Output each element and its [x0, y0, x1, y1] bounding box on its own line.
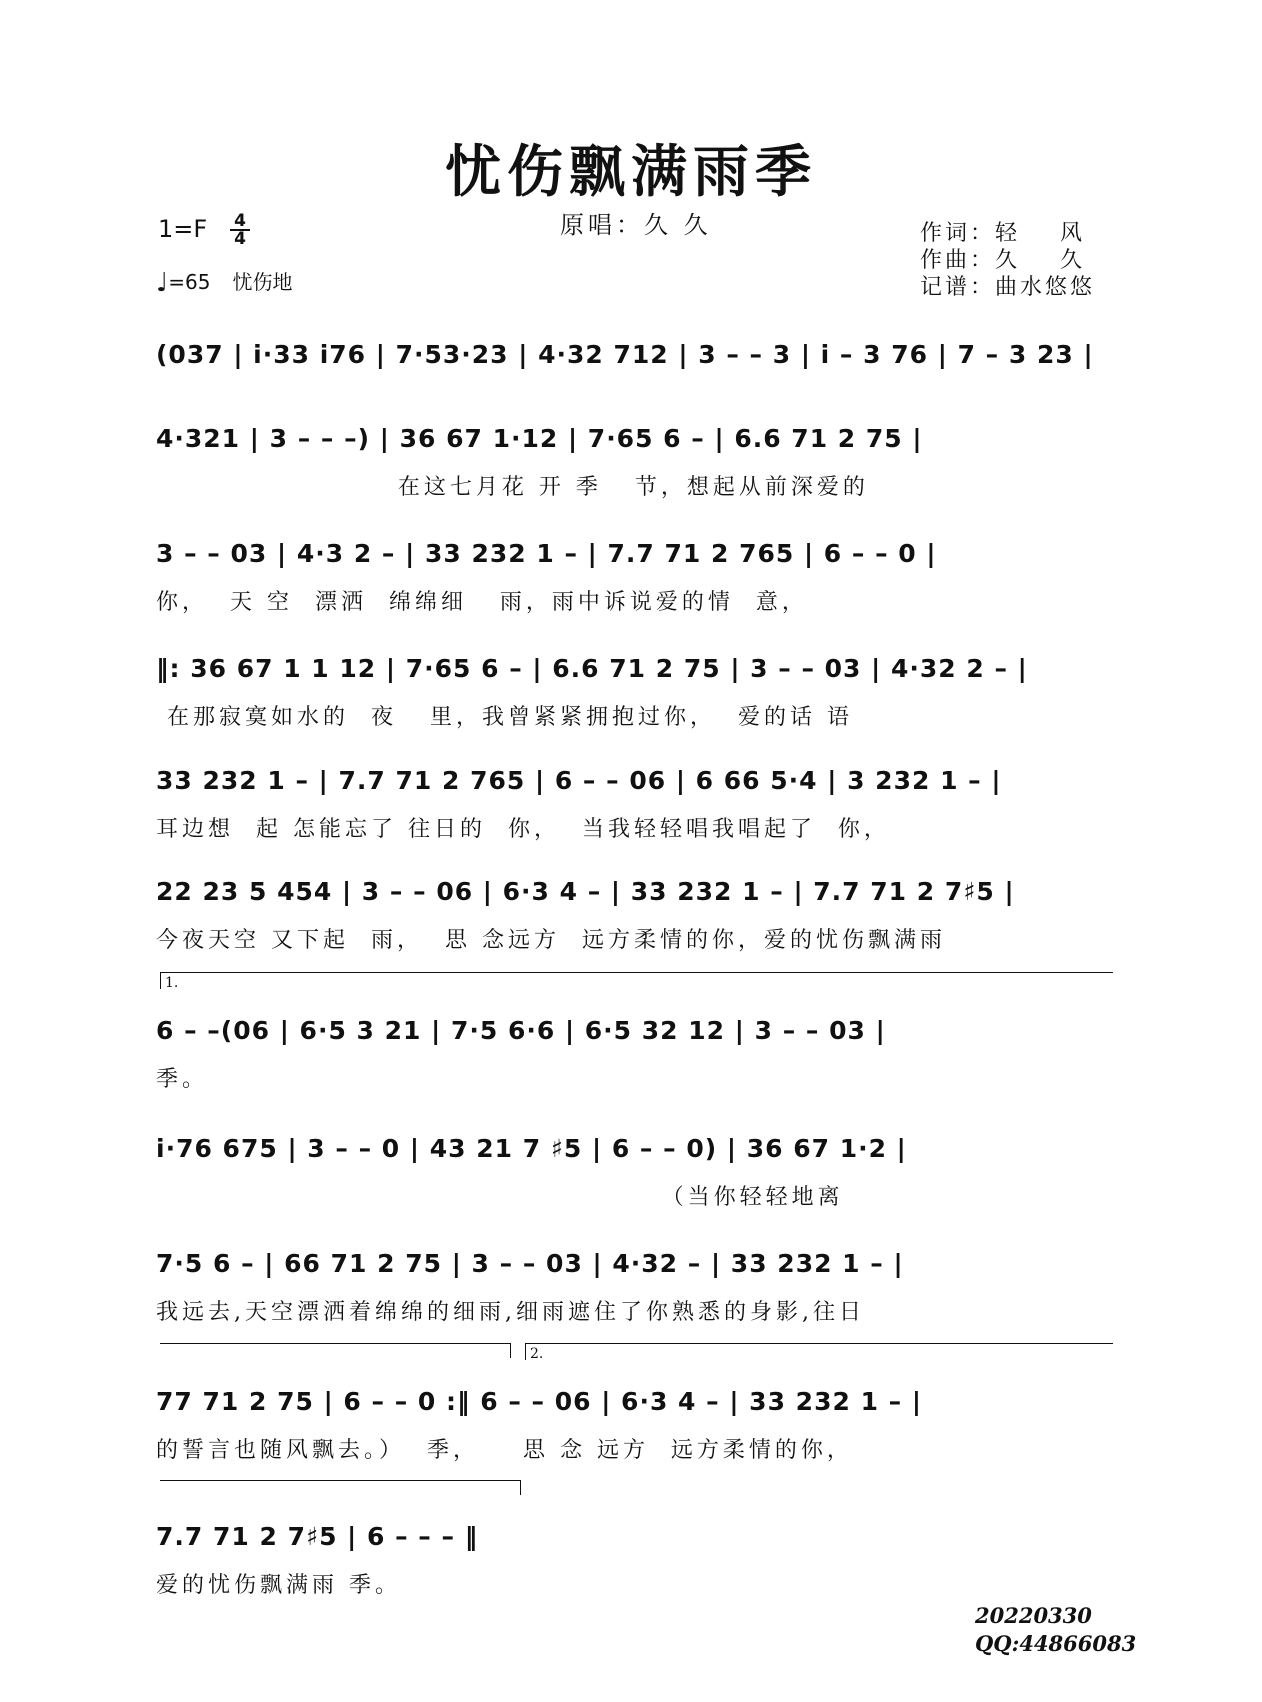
notation: (037 | i·33 i76 | 7·53·23 | 4·32 712 | 3 – – 3 | i – 3 76 | 7 – 3 23 | — [156, 340, 1094, 369]
quarter-note-icon: ♩ — [156, 268, 169, 298]
volta-1-end-bracket — [160, 1343, 511, 1358]
notation: ‖: 36 67 1 1 12 | 7·65 6 – | 6.6 71 2 75 | 3 – – 03 | 4·32 2 – | — [156, 654, 1028, 683]
lyric-line-7: 季。 — [156, 1067, 209, 1092]
music-line-3 — [156, 535, 1111, 575]
music-line-4 — [156, 650, 1111, 690]
time-signature-bottom: 4 — [234, 229, 246, 249]
key-signature: 1=F — [158, 215, 208, 243]
lyric-line-3: 你， 天 空 漂洒 绵绵细 雨，雨中诉说爱的情 意， — [156, 590, 808, 615]
notation: 33 232 1 – | 7.7 71 2 765 | 6 – – 06 | 6 66 5·4 | 3 232 1 – | — [156, 766, 1002, 795]
expression-marking: 忧伤地 — [232, 270, 293, 294]
credits — [920, 220, 1095, 301]
notation: i·76 675 | 3 – – 0 | 43 21 7 ♯5 | 6 – – 0) | 36 67 1·2 | — [156, 1134, 907, 1163]
lyricist: 作词：轻 风 — [920, 221, 1085, 246]
lyric-line-6: 今夜天空 又下起 雨， 思 念远方 远方柔情的你，爱的忧伤飘满雨 — [156, 928, 946, 953]
volta-2-label: 2. — [530, 1346, 544, 1362]
notation: 22 23 5 454 | 3 – – 06 | 6·3 4 – | 33 232 1 – | 7.7 71 2 7♯5 | — [156, 877, 1015, 906]
lyric-line-2: 在这七月花 开 季 节，想起从前深爱的 — [156, 475, 869, 500]
time-signature-top: 4 — [230, 213, 250, 231]
music-line-10 — [156, 1383, 1111, 1423]
music-line-5 — [156, 762, 1111, 802]
music-line-7 — [156, 1012, 1111, 1052]
lyric-line-8: （当你轻轻地离 — [156, 1185, 844, 1210]
music-line-11 — [156, 1518, 1111, 1558]
lyric-line-9: 我远去,天空漂洒着绵绵的细雨,细雨遮住了你熟悉的身影,往日 — [156, 1300, 865, 1325]
lyric-line-11: 爱的忧伤飘满雨 季。 — [156, 1573, 401, 1598]
music-line-9 — [156, 1245, 1111, 1285]
volta-1-label: 1. — [165, 975, 179, 991]
notation: 3 – – 03 | 4·3 2 – | 33 232 1 – | 7.7 71 2 765 | 6 – – 0 | — [156, 539, 937, 568]
volta-2-bracket — [525, 1343, 1113, 1360]
notation: 4·321 | 3 – – –) | 36 67 1·12 | 7·65 6 – | 6.6 71 2 75 | — [156, 424, 923, 453]
original-singer: 原唱：久 久 — [560, 211, 712, 239]
time-signature — [230, 213, 250, 247]
notation: 6 – –(06 | 6·5 3 21 | 7·5 6·6 | 6·5 32 12 | 3 – – 03 | — [156, 1016, 886, 1045]
volta-1-bracket — [160, 972, 1113, 989]
music-line-2 — [156, 420, 1111, 460]
footer-qq: QQ:44866083 — [975, 1631, 1137, 1656]
music-line-8 — [156, 1130, 1111, 1170]
tempo-value: =65 — [168, 270, 211, 294]
music-line-6 — [156, 873, 1111, 913]
notation: 7·5 6 – | 66 71 2 75 | 3 – – 03 | 4·32 – | 33 232 1 – | — [156, 1249, 904, 1278]
lyric-line-5: 耳边想 起 怎能忘了 往日的 你， 当我轻轻唱我唱起了 你， — [156, 817, 890, 842]
notation: 7.7 71 2 7♯5 | 6 – – – ‖ — [156, 1522, 479, 1551]
footer-date: 20220330 — [975, 1603, 1092, 1628]
transcriber: 记谱：曲水悠悠 — [920, 275, 1096, 300]
lyric-line-10: 的誓言也随风飘去。） 季， 思 念 远方 远方柔情的你， — [156, 1438, 853, 1463]
composer: 作曲：久 久 — [920, 248, 1085, 273]
final-line-bracket — [160, 1480, 521, 1495]
song-title: 忧伤飘满雨季 — [445, 140, 817, 205]
footer-stamp — [975, 1602, 1136, 1658]
music-line-1 — [156, 336, 1111, 376]
lyric-line-4: 在那寂寞如水的 夜 里，我曾紧紧拥抱过你， 爱的话 语 — [156, 705, 853, 730]
notation: 77 71 2 75 | 6 – – 0 :‖ 6 – – 06 | 6·3 4 – | 33 232 1 – | — [156, 1387, 922, 1416]
tempo-marking — [156, 266, 292, 298]
